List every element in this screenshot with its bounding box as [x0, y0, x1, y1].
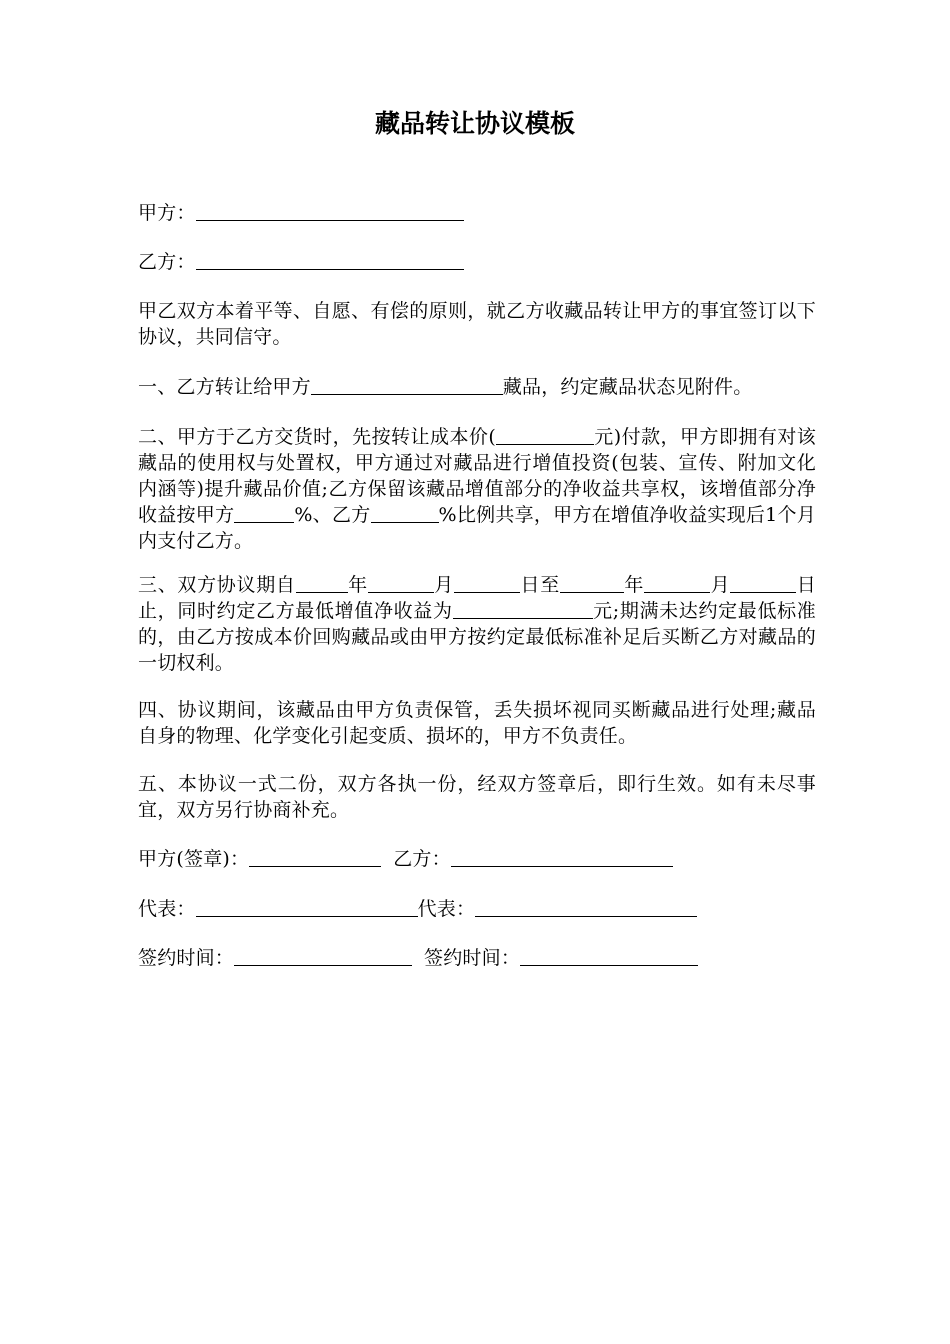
clause-4: 四、协议期间，该藏品由甲方负责保管，丢失损坏视同买断藏品进行处理;藏品自身的物理、化学变化引起变质、损坏的，甲方不负责任。 [138, 699, 816, 747]
year-label: 年 [347, 574, 368, 596]
cost-price-blank[interactable] [496, 424, 594, 445]
clause-2 [138, 424, 816, 554]
party-a-seal-label: 甲方(签章)： [138, 848, 250, 870]
document-title: 藏品转让协议模板 [374, 109, 575, 138]
intro-paragraph: 甲乙双方本着平等、自愿、有偿的原则，就乙方收藏品转让甲方的事宜签订以下协议，共同信守。 [138, 300, 816, 348]
end-month-blank[interactable] [644, 572, 710, 593]
party-a-label: 甲方： [138, 202, 196, 224]
month-label: 月 [433, 574, 454, 596]
min-income-blank[interactable] [453, 598, 593, 619]
start-year-blank[interactable] [296, 572, 348, 593]
party-b-sign-blank[interactable] [451, 846, 673, 867]
rep-b-label: 代表： [417, 898, 476, 920]
party-b-blank[interactable] [196, 249, 464, 270]
clause-3-text-a: 三、双方协议期自 [138, 574, 296, 596]
signature-seal-line [138, 846, 828, 872]
clause-3-text-c: 元;期满未达约定最低标准的，由乙方按成本价回购藏品或由甲方按约定最低标准补足后买断乙方对藏品的一切权利。 [138, 600, 816, 674]
party-b-sign-label: 乙方： [393, 848, 451, 870]
clause-5: 五、本协议一式二份，双方各执一份，经双方签章后，即行生效。如有未尽事宜，双方另行协商补充。 [138, 773, 816, 821]
clause-2-text-c: %、乙方 [294, 504, 371, 526]
start-month-blank[interactable] [368, 572, 434, 593]
clause-1 [138, 374, 828, 400]
clause-2-text-b: 元)付款，甲方即拥有对该藏品的使用权与处置权，甲方通过对藏品进行增值投资(包装、宣传、附加文化内涵等)提升藏品价值;乙方保留该藏品增值部分的净收益共享权，该增值部分净收益按甲方 [138, 426, 816, 526]
start-day-blank[interactable] [454, 572, 520, 593]
party-a-line [138, 200, 828, 226]
party-a-seal-blank[interactable] [249, 846, 381, 867]
date-b-label: 签约时间： [424, 947, 521, 969]
clause-1-text-b: 藏品，约定藏品状态见附件。 [502, 376, 753, 398]
party-b-label: 乙方： [138, 251, 196, 273]
rep-a-blank[interactable] [196, 896, 418, 917]
party-b-percent-blank[interactable] [371, 502, 439, 523]
clause-1-text-a: 一、乙方转让给甲方 [138, 376, 311, 398]
end-day-blank[interactable] [730, 572, 796, 593]
representative-line [138, 896, 828, 922]
date-b-blank[interactable] [520, 945, 698, 966]
year-label: 年 [623, 574, 645, 596]
party-a-percent-blank[interactable] [234, 502, 294, 523]
day-to-label: 日至 [520, 574, 560, 596]
rep-a-label: 代表： [138, 898, 196, 920]
party-b-line [138, 249, 828, 275]
clause-2-text-a: 二、甲方于乙方交货时，先按转让成本价( [138, 426, 496, 448]
sign-date-line [138, 945, 828, 971]
clause-3-text-b: 日止，同时约定乙方最低增值净收益为 [138, 574, 817, 622]
month-label: 月 [710, 574, 731, 596]
item-name-blank[interactable] [311, 374, 503, 395]
date-a-label: 签约时间： [138, 947, 235, 969]
date-a-blank[interactable] [234, 945, 412, 966]
party-a-blank[interactable] [196, 200, 464, 221]
end-year-blank[interactable] [560, 572, 624, 593]
clause-3 [138, 572, 816, 676]
rep-b-blank[interactable] [475, 896, 697, 917]
clause-2-text-d: %比例共享，甲方在增值净收益实现后1个月内支付乙方。 [138, 504, 816, 552]
